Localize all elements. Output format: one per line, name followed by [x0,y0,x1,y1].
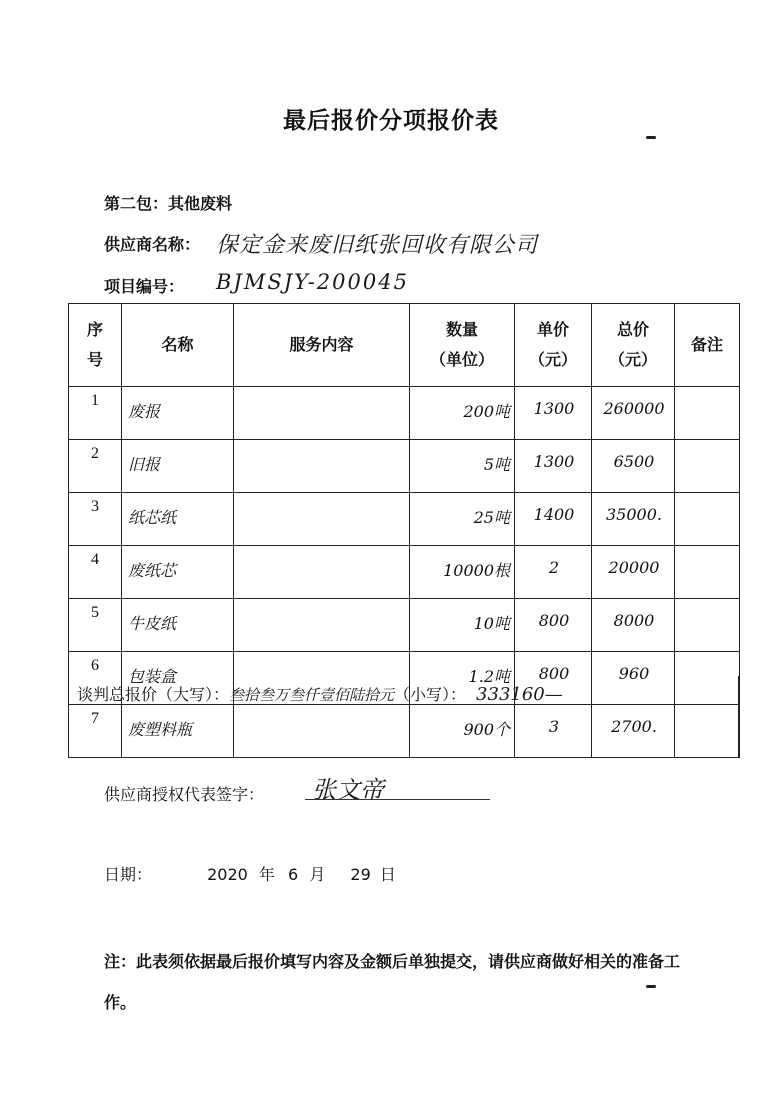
item-total-price: 8000 [592,599,675,652]
item-total-price: 2700. [592,705,675,758]
item-unit-price: 1400 [515,493,592,546]
service-cell [234,599,410,652]
date-day-unit: 日 [379,865,396,884]
item-name: 废塑料瓶 [122,705,234,758]
item-total-price: 35000. [592,493,675,546]
item-unit-price: 800 [515,652,592,705]
table-row [69,387,740,440]
item-unit-price: 800 [515,599,592,652]
item-total-price: 260000 [592,387,675,440]
item-quantity: 10000根 [410,546,515,599]
date-year: 2020 [207,865,248,884]
table-row [69,599,740,652]
item-total-price: 960 [592,652,675,705]
table-row [69,546,740,599]
row-number: 2 [69,440,122,493]
total-upper-handwritten: 叁拾叁万叁仟壹佰陆拾元 [229,686,395,704]
header-unit-price: 单价 （元） [515,304,592,387]
item-name: 旧报 [122,440,234,493]
item-total-price: 6500 [592,440,675,493]
table-row [69,440,740,493]
row-number: 6 [69,652,122,705]
row-number: 4 [69,546,122,599]
item-quantity: 900个 [410,705,515,758]
total-price-box [68,676,739,758]
item-total-price: 20000 [592,546,675,599]
supplier-name-handwritten: 保定金来废旧纸张回收有限公司 [216,233,539,258]
total-lower-handwritten: 333160— [476,684,563,705]
header-name: 名称 [122,304,234,387]
item-quantity: 1.2吨 [410,652,515,705]
page-title: 最后报价分项报价表 [283,108,499,134]
remark-cell [675,599,740,652]
total-price-line [77,682,563,705]
item-quantity: 200吨 [410,387,515,440]
item-name: 废纸芯 [122,546,234,599]
item-quantity: 25吨 [410,493,515,546]
scan-mark [646,136,656,139]
signature-handwritten: 张文帝 [312,776,384,804]
date-month-unit: 月 [309,865,326,884]
header-total-price: 总价 （元） [592,304,675,387]
item-unit-price: 1300 [515,440,592,493]
table-row [69,493,740,546]
row-number: 7 [69,705,122,758]
row-number: 1 [69,387,122,440]
remark-cell [675,546,740,599]
remark-cell [675,440,740,493]
header-remark: 备注 [675,304,740,387]
item-unit-price: 3 [515,705,592,758]
row-number: 3 [69,493,122,546]
total-upper-label: 谈判总报价（大写）： [77,685,230,704]
service-cell [234,440,410,493]
service-cell [234,546,410,599]
table-header-row [69,304,740,387]
header-quantity: 数量 （单位） [410,304,515,387]
remark-cell [675,387,740,440]
service-cell [234,387,410,440]
item-name: 包装盒 [122,652,234,705]
item-quantity: 10吨 [410,599,515,652]
date-line [104,862,396,885]
item-name: 废报 [122,387,234,440]
supplier-label: 供应商名称： [104,235,201,254]
date-day: 29 [350,865,371,884]
signature-line [305,799,490,800]
header-service: 服务内容 [234,304,410,387]
date-month: 6 [288,865,299,884]
date-year-unit: 年 [258,865,275,884]
package-label: 第二包：其他废料 [104,194,233,213]
signature-label: 供应商授权代表签字： [104,785,265,804]
project-label: 项目编号： [104,277,185,296]
item-unit-price: 1300 [515,387,592,440]
header-seq: 序 号 [69,304,122,387]
item-quantity: 5吨 [410,440,515,493]
item-name: 牛皮纸 [122,599,234,652]
total-lower-label: （小写）： [394,685,467,704]
project-number-handwritten: BJMSJY-200045 [216,270,409,294]
date-label: 日期： [104,865,153,884]
row-number: 5 [69,599,122,652]
note-text: 注：此表须依据最后报价填写内容及金额后单独提交，请供应商做好相关的准备工作。 [104,952,681,1012]
item-name: 纸芯纸 [122,493,234,546]
service-cell [234,493,410,546]
remark-cell [675,493,740,546]
item-unit-price: 2 [515,546,592,599]
